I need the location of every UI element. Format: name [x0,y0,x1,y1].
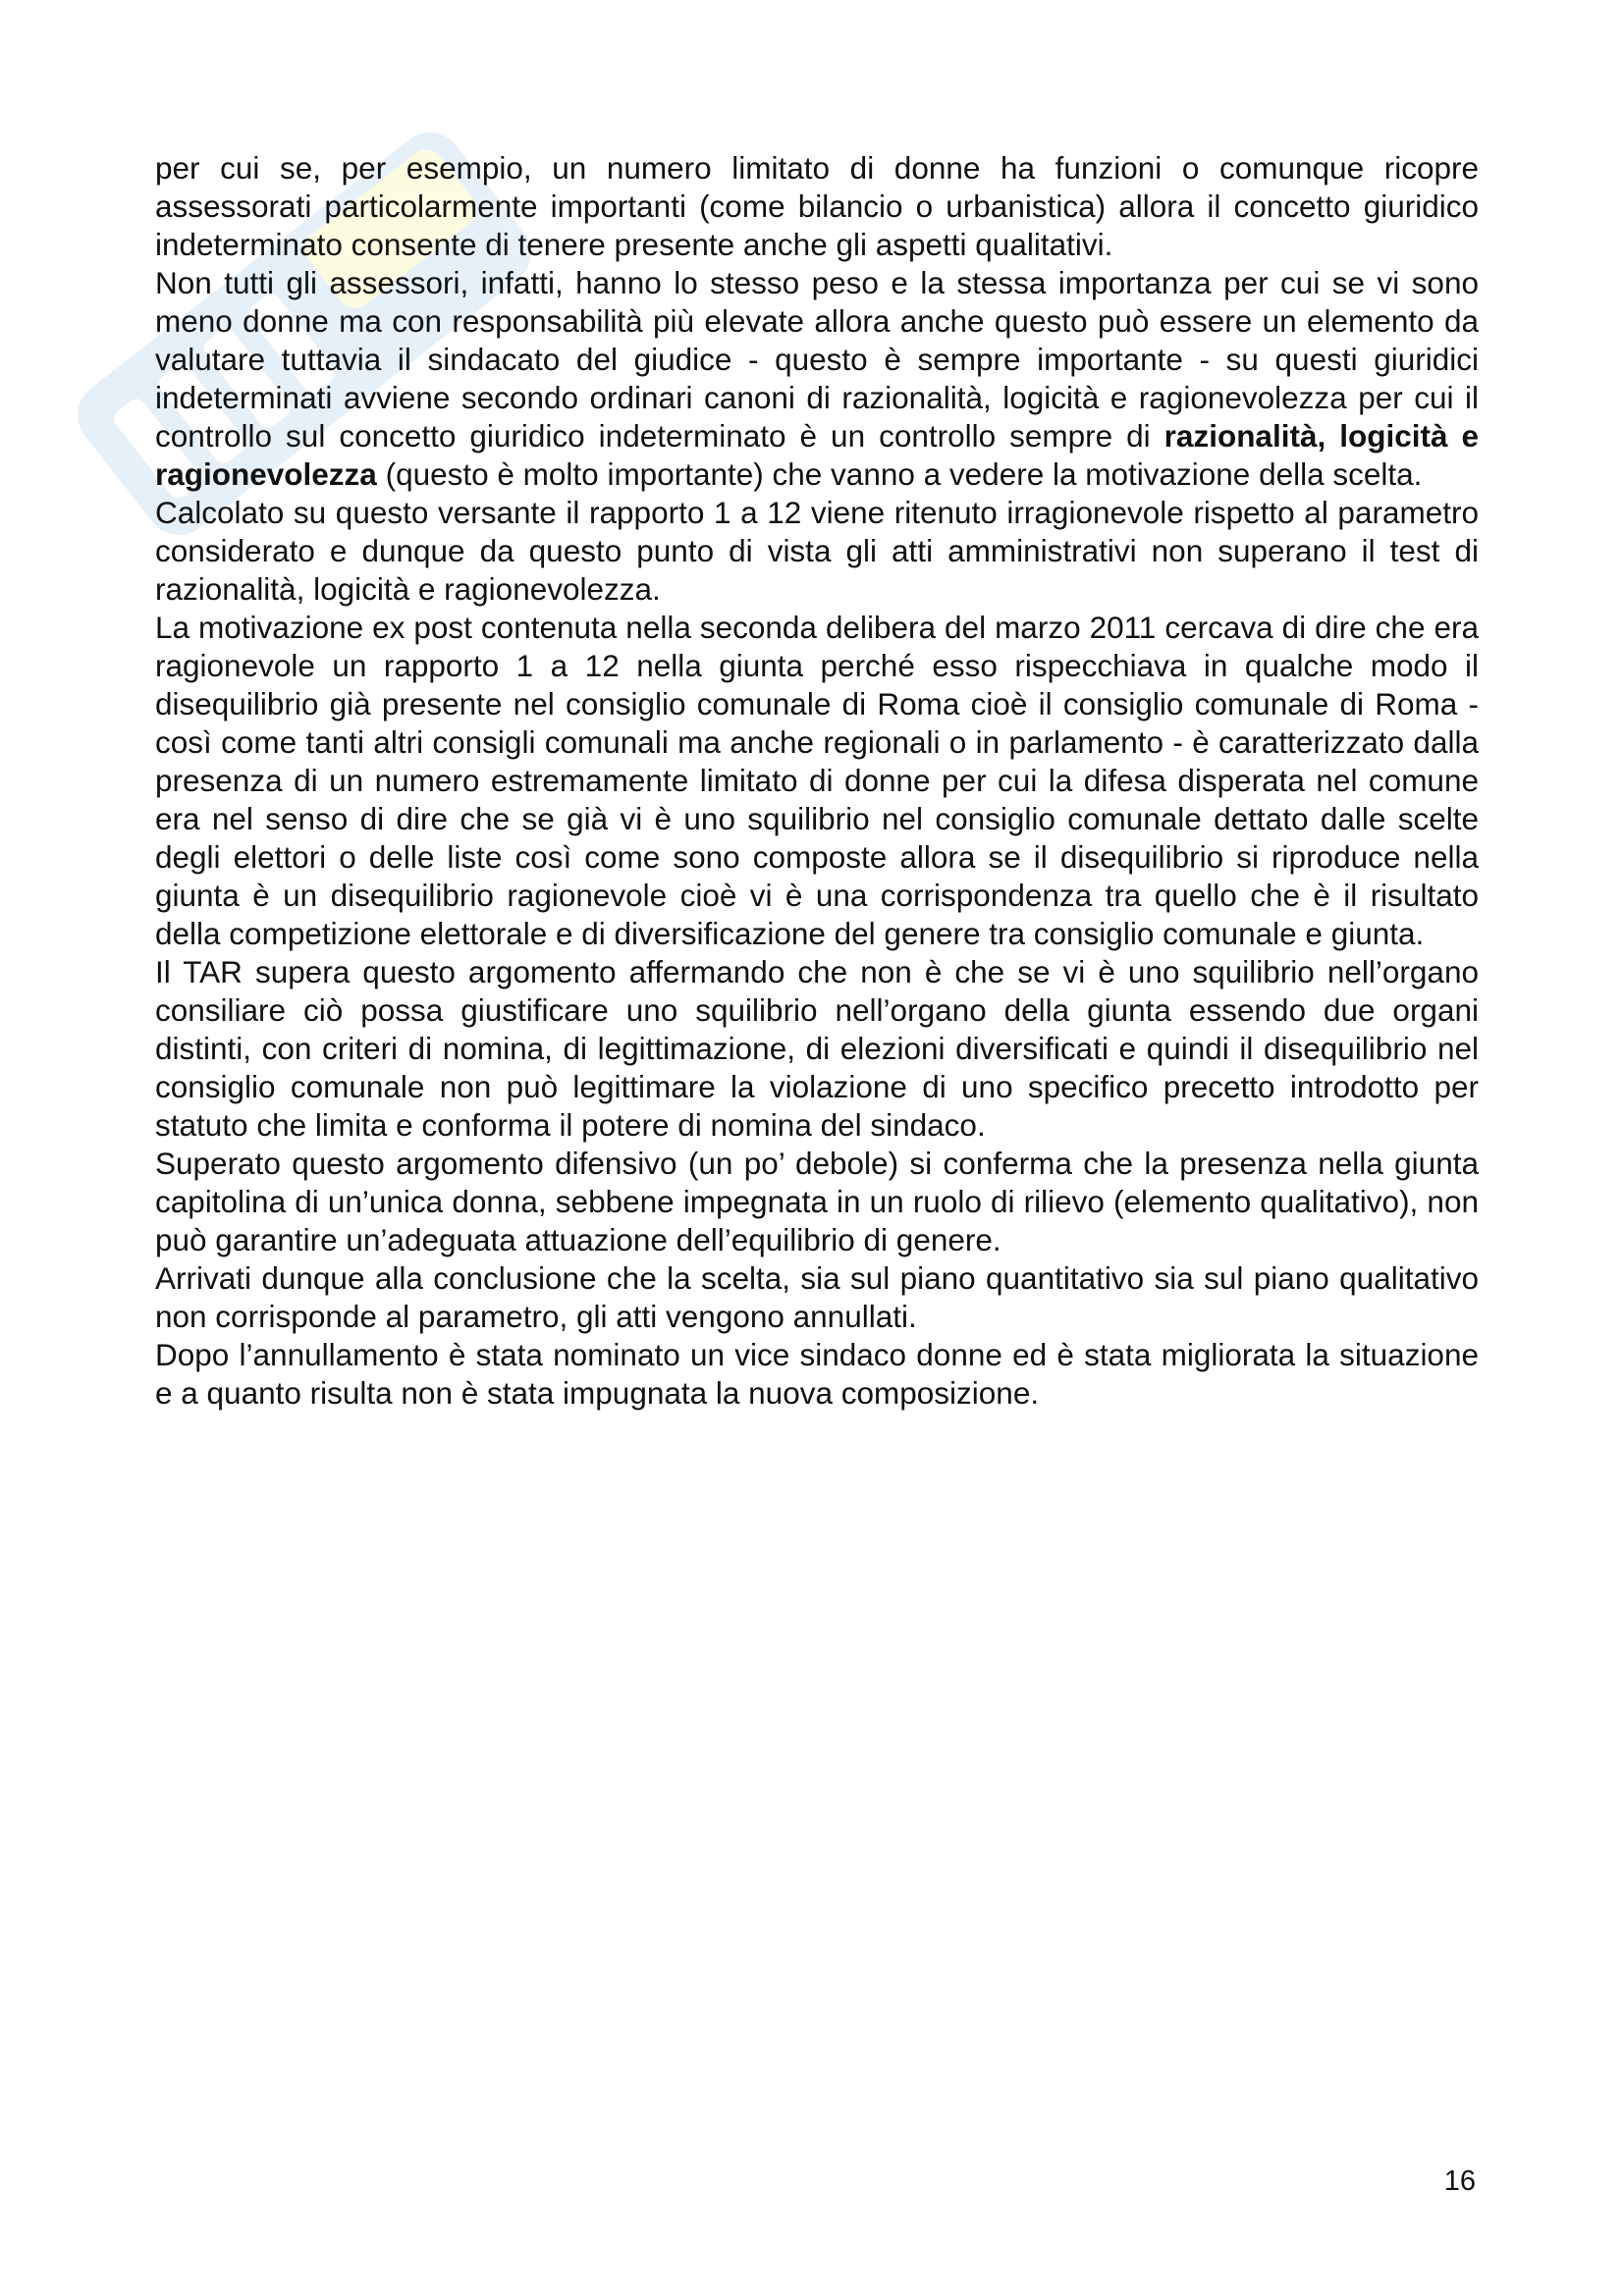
paragraph-6: Superato questo argomento difensivo (un po’ debole) si conferma che la presenza nella giunta capitolina di un’unica donna, sebbene impegnata in un ruolo di rilievo (elemento qualitativo), non può garantire un’adeguata attuazione dell’equilibrio di genere. [155,1146,1479,1257]
paragraph-7: Arrivati dunque alla conclusione che la scelta, sia sul piano quantitativo sia sul piano qualitativo non corrisponde al parametro, gli atti vengono annullati. [155,1260,1479,1334]
page-number: 16 [1443,2165,1476,2197]
paragraph-5: Il TAR supera questo argomento affermando che non è che se vi è uno squilibrio nell’organo consiliare ciò possa giustificare uno squilibrio nell’organo della giunta essendo due organi distinti, con criteri di nomina, di legittimazione, di elezioni diversificati e quindi il disequilibrio nel consiglio comunale non può legittimare la violazione di uno specifico precetto introdotto per statuto che limita e conforma il potere di nomina del sindaco. [155,954,1479,1143]
paragraph-3: Calcolato su questo versante il rapporto 1 a 12 viene ritenuto irragionevole rispetto al parametro considerato e dunque da questo punto di vista gli atti amministrativi non superano il test di razionalità, logicità e ragionevolezza. [155,495,1479,607]
document-body [155,149,1479,1413]
paragraph-4: La motivazione ex post contenuta nella seconda delibera del marzo 2011 cercava di dire che era ragionevole un rapporto 1 a 12 nella giunta perché esso rispecchiava in qualche modo il disequilibrio già presente nel consiglio comunale di Roma cioè il consiglio comunale di Roma - così come tanti altri consigli comunali ma anche regionali o in parlamento - è caratterizzato dalla presenza di un numero estremamente limitato di donne per cui la difesa disperata nel comune era nel senso di dire che se già vi è uno squilibrio nel consiglio comunale dettato dalle scelte degli elettori o delle liste così come sono composte allora se il disequilibrio si riproduce nella giunta è un disequilibrio ragionevole cioè vi è una corrispondenza tra quello che è il risultato della competizione elettorale e di diversificazione del genere tra consiglio comunale e giunta. [155,610,1479,951]
paragraph-8: Dopo l’annullamento è stata nominato un vice sindaco donne ed è stata migliorata la situazione e a quanto risulta non è stata impugnata la nuova composizione. [155,1337,1479,1411]
paragraph-2: Non tutti gli assessori, infatti, hanno lo stesso peso e la stessa importanza per cui se vi sono meno donne ma con responsabilità più elevate allora anche questo può essere un elemento da valutare tuttavia il sindacato del giudice - questo è sempre importante - su questi giuridici indeterminati avviene secondo ordinari canoni di razionalità, logicità e ragionevolezza per cui il controllo sul concetto giuridico indeterminato è un controllo sempre di razionalità, logicità e ragionevolezza (questo è molto importante) che vanno a vedere la motivazione della scelta. [155,265,1479,492]
bold-emphasis: razionalità, logicità e ragionevolezza [155,418,1479,492]
paragraph-1: per cui se, per esempio, un numero limitato di donne ha funzioni o comunque ricopre assessorati particolarmente importanti (come bilancio o urbanistica) allora il concetto giuridico indeterminato consente di tenere presente anche gli aspetti qualitativi. [155,150,1479,262]
